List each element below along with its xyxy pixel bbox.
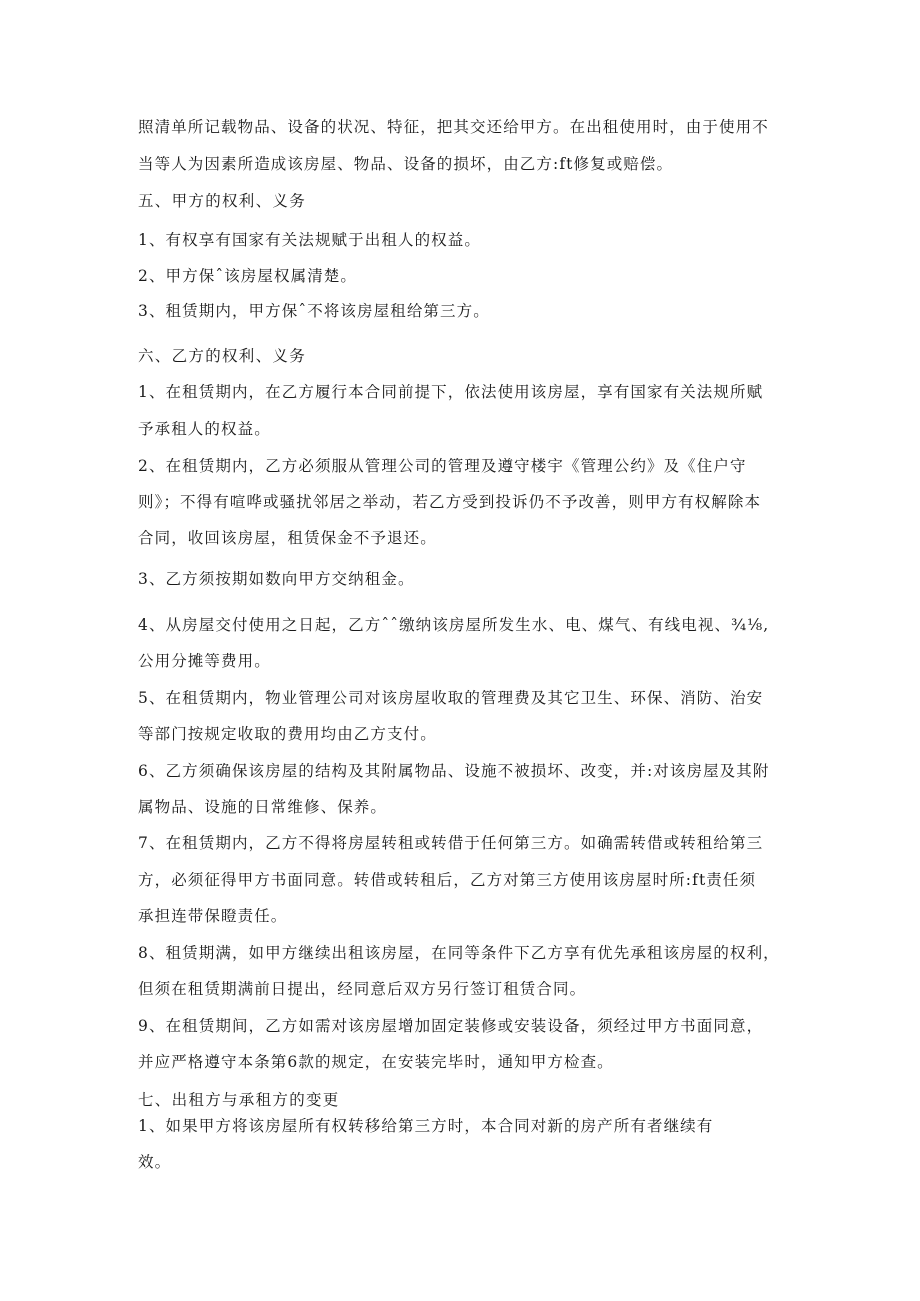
text-line: 8、租赁期满，如甲方继续出租该房屋，在同等条件下乙方享有优先承租该房屋的权利， <box>138 944 780 962</box>
text-line: 9、在租赁期间，乙方如需对该房屋增加固定装修或安装设备，须经过甲方书面同意， <box>138 1017 764 1035</box>
text-line: 1、在租赁期内，在乙方履行本合同前提下，依法使用该房屋，享有国家有关法规所赋 <box>138 383 764 401</box>
text-line: 3、乙方须按期如数向甲方交纳租金。 <box>138 570 415 588</box>
text-line: 2、在租赁期内，乙方必须服从管理公司的管理及遵守楼宇《管理公约》及《住户守 <box>138 457 747 475</box>
text-line: 则》；不得有喧哗或骚扰邻居之举动，若乙方受到投诉仍不予改善，则甲方有权解除本 <box>138 493 762 511</box>
text-line: 但须在租赁期满前日提出，经同意后双方另行签订租赁合同。 <box>138 980 587 998</box>
text-line: 方，必须征得甲方书面同意。转借或转租后，乙方对第三方使用该房屋时所:ft责任须 <box>138 871 757 889</box>
text-line: 当等人为因素所造成该房屋、物品、设备的损坏，由乙方:ft修复或赔偿。 <box>138 155 674 173</box>
text-line: 效。 <box>138 1153 172 1171</box>
text-line: 5、在租赁期内，物业管理公司对该房屋收取的管理费及其它卫生、环保、消防、治安 <box>138 689 764 707</box>
text-line: 并应严格遵守本条第6款的规定，在安装完毕时，通知甲方检查。 <box>138 1053 614 1071</box>
text-line: 属物品、设施的日常维修、保养。 <box>138 798 388 816</box>
text-line: 承担连带保瞪责任。 <box>138 907 288 925</box>
text-line: 1、如果甲方将该房屋所有权转移给第三方时，本合同对新的房产所有者继续有 <box>138 1117 714 1135</box>
text-line: 予承租人的权益。 <box>138 420 271 438</box>
text-line: 公用分摊等费用。 <box>138 652 271 670</box>
section-heading: 七、出租方与承租方的变更 <box>138 1091 340 1109</box>
text-line: 7、在租赁期内，乙方不得将房屋转租或转借于任何第三方。如确需转借或转租给第三 <box>138 834 764 852</box>
text-line: 4、从房屋交付使用之日起，乙方ˆˆ缴纳该房屋所发生水、电、煤气、有线电视、¾⅛, <box>138 616 770 634</box>
text-line: 合同，收回该房屋，租赁保金不予退还。 <box>138 529 437 547</box>
text-line: 3、租赁期内，甲方保ˆ不将该房屋租给第三方。 <box>138 302 490 320</box>
text-line: 照清单所记载物品、设备的状况、特征，把其交还给甲方。在出租使用时，由于使用不 <box>138 118 769 136</box>
section-heading: 五、甲方的权利、义务 <box>138 192 307 210</box>
text-line: 等部门按规定收取的费用均由乙方支付。 <box>138 725 437 743</box>
section-heading: 六、乙方的权利、义务 <box>138 347 307 365</box>
text-line: 6、乙方须确保该房屋的结构及其附属物品、设施不被损坏、改变，并:对该房屋及其附 <box>138 762 770 780</box>
text-line: 1、有权享有国家有关法规赋于出租人的权益。 <box>138 231 481 249</box>
text-line: 2、甲方保ˆ该房屋权属清楚。 <box>138 267 358 285</box>
